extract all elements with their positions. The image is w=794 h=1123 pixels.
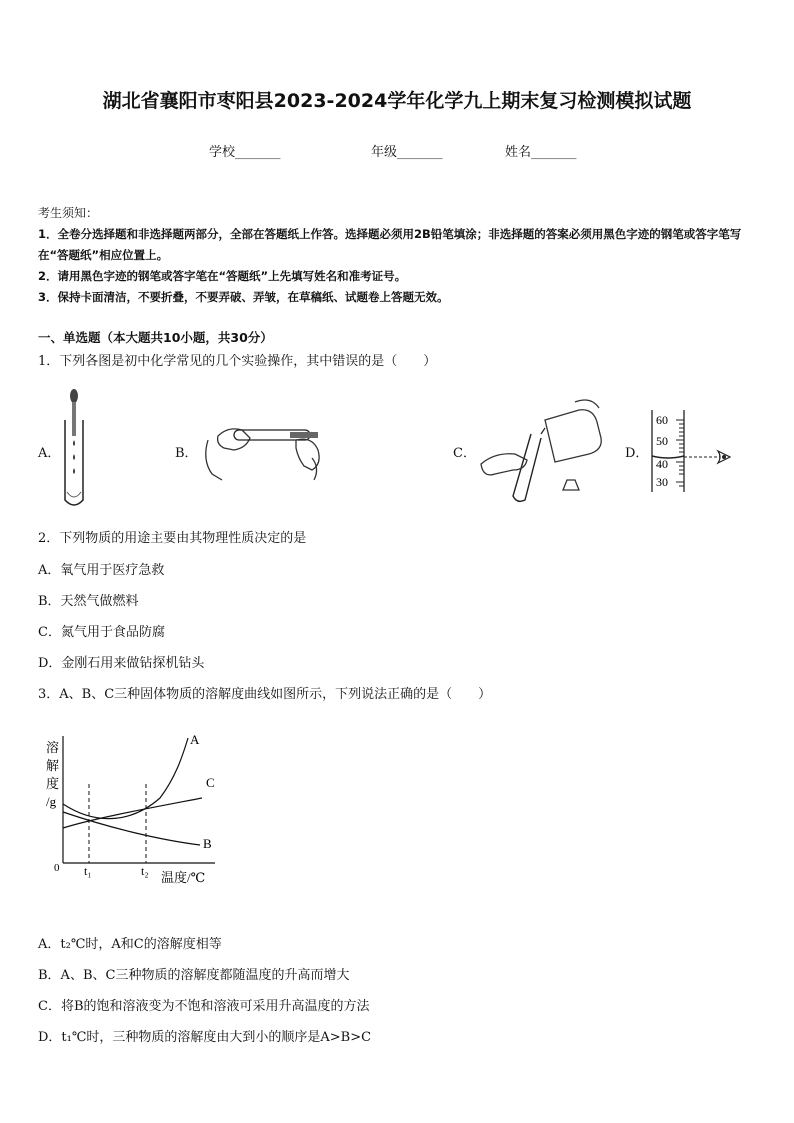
q1-option-d-label[interactable]: D． xyxy=(625,446,649,461)
x-axis-label: 温度/℃ xyxy=(161,870,206,885)
notice-heading: 考生须知： xyxy=(38,206,99,220)
origin-label: 0 xyxy=(54,862,60,874)
dropper-stem-icon xyxy=(72,402,76,436)
series-c-line xyxy=(63,798,202,828)
q3-option-c[interactable]: C．将B的饱和溶液变为不饱和溶液可采用升高温度的方法 xyxy=(38,999,370,1014)
tick-30: 30 xyxy=(656,475,668,489)
series-b-label: B xyxy=(203,836,212,851)
x-tick-t1: t₁ xyxy=(84,864,92,878)
solubility-chart xyxy=(40,728,240,888)
slanted-test-tube-icon xyxy=(513,434,541,501)
notice-item-2: 2．请用黑色字迹的钢笔或答字笔在“答题纸”上先填写姓名和准考证号。 xyxy=(38,269,407,283)
series-a-line xyxy=(63,738,188,819)
notice-item-1: 1．全卷分选择题和非选择题两部分，全部在答题纸上作答。选择题必须用2B铅笔填涂；非选择题的答案必须用黑色字迹的钢笔或答字笔写在“答题纸”相应位置上。 xyxy=(38,227,742,262)
ylabel-char-2: 解 xyxy=(46,758,60,773)
q2-stem: 2．下列物质的用途主要由其物理性质决定的是 xyxy=(38,531,307,546)
q2-option-a[interactable]: A．氧气用于医疗急救 xyxy=(38,563,165,578)
name-field[interactable]: 姓名_______ xyxy=(505,145,577,160)
notice-block xyxy=(38,203,760,308)
page-title: 湖北省襄阳市枣阳县2023-2024学年化学九上期末复习检测模拟试题 xyxy=(102,90,692,112)
x-tick-t2: t₂ xyxy=(141,864,149,878)
q2-option-c[interactable]: C．氮气用于食品防腐 xyxy=(38,625,165,640)
q1-option-c-label[interactable]: C． xyxy=(453,446,476,461)
q2-option-b[interactable]: B．天然气做燃料 xyxy=(38,594,139,609)
section-heading: 一、单选题（本大题共10小题，共30分） xyxy=(38,330,273,345)
tick-40: 40 xyxy=(656,457,668,471)
hand-on-bottle-icon xyxy=(575,400,599,408)
pouring-liquid-figure xyxy=(475,398,610,506)
q2-option-d[interactable]: D．金刚石用来做钻探机钻头 xyxy=(38,656,205,671)
q3-stem: 3．A、B、C三种固体物质的溶解度曲线如图所示，下列说法正确的是（ ） xyxy=(38,687,492,702)
grade-field[interactable]: 年级_______ xyxy=(371,145,443,160)
series-b-line xyxy=(63,812,200,845)
ylabel-char-4: /g xyxy=(46,794,57,809)
tick-50: 50 xyxy=(656,434,668,448)
q3-option-d[interactable]: D．t₁℃时，三种物质的溶解度由大到小的顺序是A>B>C xyxy=(38,1030,372,1045)
series-c-label: C xyxy=(206,775,215,790)
ylabel-char-3: 度 xyxy=(46,776,60,791)
reagent-bottle-icon xyxy=(545,410,601,462)
series-a-label: A xyxy=(190,732,200,747)
dropper-test-tube-figure xyxy=(55,388,95,512)
ylabel-char-1: 溶 xyxy=(46,740,60,755)
notice-item-3: 3．保持卡面清洁，不要折叠，不要弄破、弄皱，在草稿纸、试题卷上答题无效。 xyxy=(38,290,449,304)
dropper-bulb-icon xyxy=(70,389,78,403)
q1-option-b-label[interactable]: B． xyxy=(175,446,198,461)
q1-option-a-label[interactable]: A． xyxy=(38,446,61,461)
measuring-cylinder-figure xyxy=(648,408,738,494)
hands-test-tube-figure xyxy=(198,418,330,486)
school-field[interactable]: 学校_______ xyxy=(209,145,281,160)
q1-stem: 1．下列各图是初中化学常见的几个实验操作，其中错误的是（ ） xyxy=(38,354,437,369)
q3-option-b[interactable]: B．A、B、C三种物质的溶解度都随温度的升高而增大 xyxy=(38,968,350,983)
meniscus-icon xyxy=(652,456,684,458)
q3-option-a[interactable]: A．t₂℃时，A和C的溶解度相等 xyxy=(38,937,222,952)
tick-60: 60 xyxy=(656,413,668,427)
stopper-icon xyxy=(563,480,579,490)
